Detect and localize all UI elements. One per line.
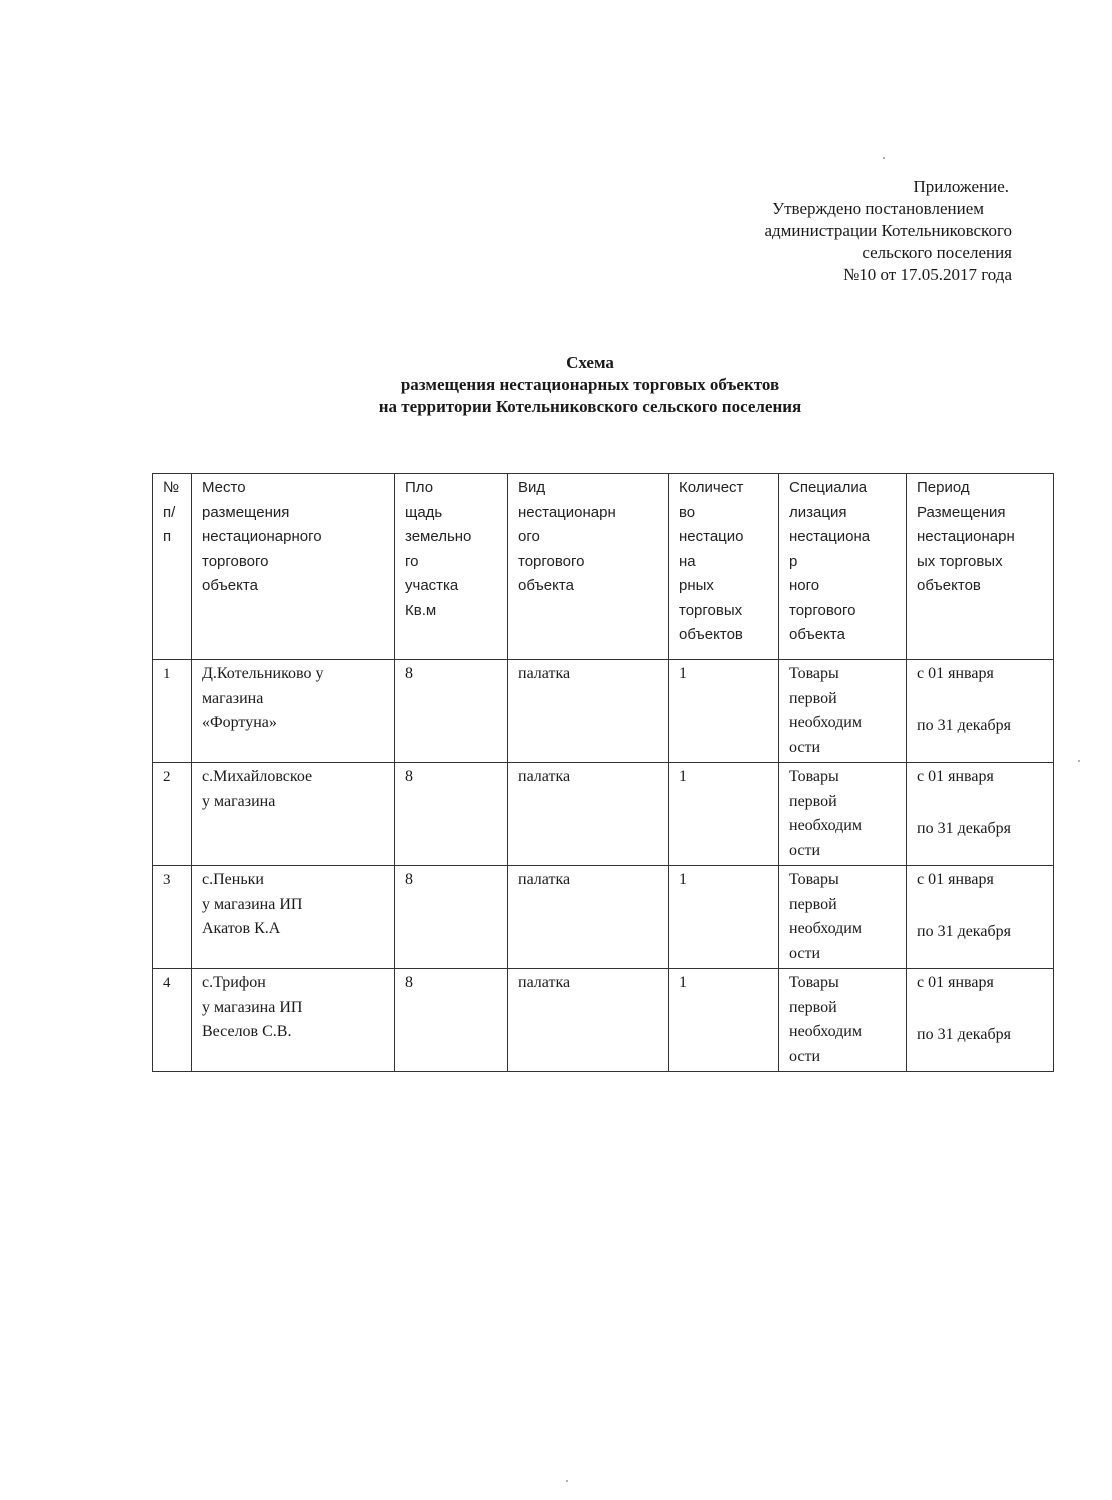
- table-row: [153, 660, 1054, 763]
- header-kind: Вид нестационарн ого торгового объекта: [508, 474, 669, 660]
- table-header-row: [153, 474, 1054, 660]
- header-specialization: Специалиа лизация нестациона р ного торгового объекта: [779, 474, 907, 660]
- cell-kind: палатка: [508, 763, 669, 866]
- table-row: [153, 866, 1054, 969]
- approval-line: Приложение.: [913, 177, 1009, 196]
- cell-number: 4: [153, 969, 192, 1072]
- period-from: с 01 января: [917, 768, 994, 785]
- period-from: с 01 января: [917, 974, 994, 991]
- period-to: по 31 декабря: [917, 1025, 1011, 1043]
- cell-place: с.Пеньки у магазина ИП Акатов К.А: [192, 866, 395, 969]
- scan-speck: [1078, 760, 1080, 762]
- approval-line: сельского поселения: [862, 243, 1012, 262]
- period-to: по 31 декабря: [917, 819, 1011, 837]
- cell-place: Д.Котельниково у магазина «Фортуна»: [192, 660, 395, 763]
- header-area: Пло щадь земельно го участка Кв.м: [395, 474, 508, 660]
- period-to: по 31 декабря: [917, 716, 1011, 734]
- header-place: Место размещения нестационарного торгового объекта: [192, 474, 395, 660]
- header-number: № п/ п: [153, 474, 192, 660]
- cell-specialization: Товары первой необходим ости: [779, 969, 907, 1072]
- cell-area: 8: [395, 866, 508, 969]
- cell-period: [907, 866, 1054, 969]
- document-title: [230, 352, 950, 418]
- cell-count: 1: [669, 660, 779, 763]
- cell-number: 2: [153, 763, 192, 866]
- placement-table: [152, 473, 1054, 1072]
- cell-kind: палатка: [508, 969, 669, 1072]
- approval-line: Утверждено постановлением: [772, 199, 984, 218]
- cell-kind: палатка: [508, 660, 669, 763]
- cell-number: 3: [153, 866, 192, 969]
- cell-count: 1: [669, 763, 779, 866]
- cell-area: 8: [395, 969, 508, 1072]
- header-period: Период Размещения нестационарн ых торговых объектов: [907, 474, 1054, 660]
- header-count: Количест во нестацио на рных торговых объектов: [669, 474, 779, 660]
- cell-area: 8: [395, 660, 508, 763]
- approval-line: администрации Котельниковского: [764, 221, 1012, 240]
- approval-line: №10 от 17.05.2017 года: [843, 265, 1012, 284]
- period-to: по 31 декабря: [917, 922, 1011, 940]
- cell-specialization: Товары первой необходим ости: [779, 866, 907, 969]
- cell-count: 1: [669, 866, 779, 969]
- cell-period: [907, 660, 1054, 763]
- approval-block: [764, 176, 1012, 286]
- cell-specialization: Товары первой необходим ости: [779, 660, 907, 763]
- table-row: [153, 763, 1054, 866]
- cell-place: с.Михайловское у магазина: [192, 763, 395, 866]
- cell-number: 1: [153, 660, 192, 763]
- cell-kind: палатка: [508, 866, 669, 969]
- title-line-3: на территории Котельниковского сельского поселения: [378, 397, 802, 416]
- title-line-1: Схема: [566, 353, 614, 372]
- cell-period: [907, 763, 1054, 866]
- scan-speck: [883, 157, 885, 159]
- period-from: с 01 января: [917, 665, 994, 682]
- cell-count: 1: [669, 969, 779, 1072]
- cell-period: [907, 969, 1054, 1072]
- table-row: [153, 969, 1054, 1072]
- title-line-2: размещения нестационарных торговых объектов: [400, 375, 780, 394]
- cell-place: с.Трифон у магазина ИП Веселов С.В.: [192, 969, 395, 1072]
- cell-area: 8: [395, 763, 508, 866]
- scan-speck: [566, 1480, 568, 1482]
- period-from: с 01 января: [917, 871, 994, 888]
- cell-specialization: Товары первой необходим ости: [779, 763, 907, 866]
